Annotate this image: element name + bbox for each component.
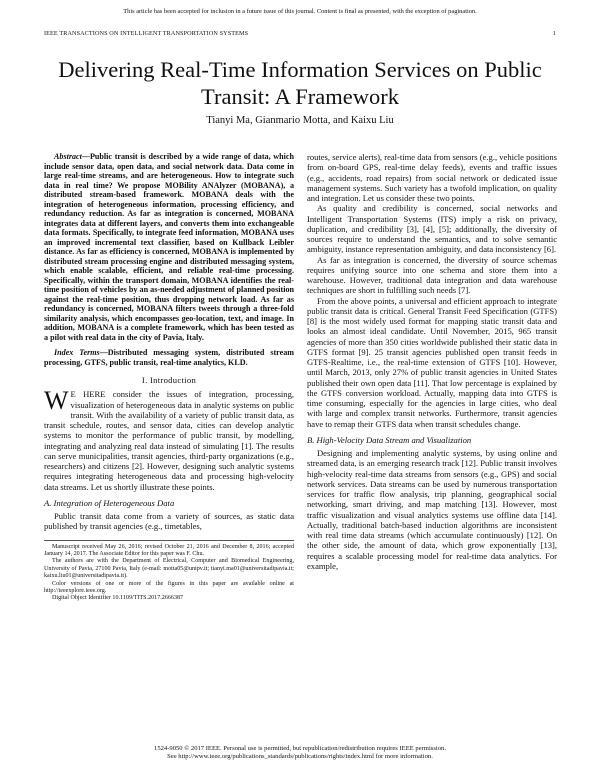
drop-cap: W [44, 386, 69, 416]
subsection-a-paragraph: Public transit data come from a variety of sources, as static data published by transit agencies (e.g., timetables, [44, 511, 294, 532]
index-terms-text: Distributed messaging system, distributed stream processing, GTFS, public transit, real-time analytics, KLD. [44, 348, 294, 367]
index-terms-label: Index Terms [54, 348, 100, 357]
running-head [44, 30, 556, 37]
subsection-heading-b: B. High-Velocity Data Stream and Visualization [307, 434, 472, 445]
right-paragraph-3: As far as integration is concerned, the diversity of source schemas requires unifying source into one schema and store them into a warehouse. However, traditional data integration and data warehouse techniques are short in fulfilling such needs [7]. [307, 254, 557, 296]
left-column [44, 152, 294, 603]
footnote-affiliation: The authors are with the Department of Electrical, Computer and Biomedical Engineering, University of Pavia, 27100 Pavia, Italy (e-mail: motta05@unipv.it; tianyi.ma01@universitadipavia.it; kaixu.liu01@universitadipavia.it). [44, 558, 294, 580]
abstract-text: Public transit is described by a wide range of data, which include sensor data, open data, and social network data. Data come in large real-time streams, and are heterogeneous. How to integrate such data in real time? We propose MOBility ANAlyzer (MOBANA), a distributed stream-based framework. MOBANA deals with the integration of heterogeneous information, processing efficiency, and redundancy reduction. As far as integration is concerned, MOBANA integrates data at different layers, and converts them into exchangeable data formats. Specifically, to integrate feed information, MOBANA uses an improved incremental text classifier, based on Kullback Leibler distance. As far as efficiency is concerned, MOBANA is implemented by distributed stream processing engine and distributed messaging system, which enable scalable, efficient, and reliable real-time processing. Specifically, within the transport domain, MOBANA identifies the real-time position of vehicles by an as-needed adjustment of planned position against the real-time position, thus dropping network load. As far as redundancy is concerned, MOBANA filters tweets through a three-fold similarity analysis, which encompasses geo-location, text, and image. In addition, MOBANA is a complete framework, which has been tested as a pilot with real data in the city of Pavia, Italy. [44, 152, 294, 342]
intro-paragraph-text: consider the issues of integration, processing, visualization of heterogeneous data in analytic systems on public transit. With the availability of a variety of public transit data, as transit schedule, routes, and sensor data, cities can develop analytic systems to monitor the performance of public transit, by modelling, integrating and analyzing real data instead of simulating [1]. The results can serve municipalities, transit agencies, third-party organizations (e.g., researchers) and citizens [2]. However, designing such analytic systems requires integrating heterogeneous data and processing high-velocity data streams. Let us shortly illustrate these points. [44, 389, 294, 492]
right-paragraph-1: routes, service alerts), real-time data from sensors (e.g., vehicle positions from on-board GPS, real-time delay feeds), events and traffic issues (e.g., accidents, road repairs) from social network or dedicated issue management systems. Such variety has a twofold implication, on quality and integration. Let us consider these two points. [307, 152, 557, 203]
copyright-footer [0, 745, 600, 761]
acceptance-notice: This article has been accepted for inclusion in a future issue of this journal. Content is final as presented, with the exception of pagination. [123, 8, 477, 15]
footnote-manuscript: Manuscript received May 26, 2016; revised October 21, 2016 and December 8, 2016; accepted January 14, 2017. The Associate Editor for this paper was F. Chu. [44, 543, 294, 557]
abstract-dash: — [81, 152, 90, 161]
footnotes [44, 540, 294, 603]
right-paragraph-2: As quality and credibility is concerned, social networks and Intelligent Transportation Systems (ITS) imply a risk on privacy, duplication, and credibility [3], [4], [5]; additionally, the diversity of sources require to understand the semantics, and to solve semantic ambiguity, instance representation ambiguity, and data inconsistency [6]. [307, 203, 557, 255]
copyright-line: 1524-9050 © 2017 IEEE. Personal use is permitted, but republication/redistribution requires IEEE permission. [154, 745, 446, 752]
abstract-label: Abstract [54, 152, 82, 161]
rights-link-line: See http://www.ieee.org/publications_standards/publications/rights/index.html for more information. [167, 753, 433, 760]
footnote-color: Color versions of one or more of the figures in this paper are available online at http://ieeexplore.ieee.org. [44, 580, 294, 594]
journal-name: IEEE TRANSACTIONS ON INTELLIGENT TRANSPORTATION SYSTEMS [44, 30, 249, 37]
paper-title: Delivering Real-Time Information Services on Public Transit: A Framework [58, 57, 542, 109]
section-heading-introduction: I. Introduction [141, 375, 197, 385]
index-terms-dash: — [99, 348, 108, 357]
right-paragraph-4: From the above points, a universal and efficient approach to integrate public transit data is critical. General Transit Feed Specification (GTFS) [8] is the most widely used format for mapping static transit data and looks an almost ideal candidate. Until November, 2015, 965 transit agencies of more than 350 cities worldwide published their static data in GTFS format [9]. 25 transit agencies published open transit feeds in GTFS-Realtime, i.e., the real-time extension of GTFS [10]. However, until March, 2013, only 27% of public transit agencies in United States published their own open data [11]. That low percentage is explained by the GTFS conversion workload. Actually, mapping data into GTFS is time consuming, especially for the agencies in large cities, who deal with large and complex transit networks. Furthermore, transit agencies have to remap their GTFS data when transit schedules change. [307, 295, 557, 429]
right-column [307, 152, 557, 571]
subsection-heading-a: A. Integration of Heterogeneous Data [44, 497, 175, 508]
author-list: Tianyi Ma, Gianmario Motta, and Kaixu Liu [206, 115, 394, 126]
right-paragraph-5: Designing and implementing analytic systems, by using online and streamed data, is an emerging research track [12]. Public transit involves high-velocity real-time data streams from sensors (e.g., GPS) and social network services. Data streams can be used by numerous transportation services for traffic flow analysis, trip planning, geographical social networking, smart driving, and map matching [13]. However, most traffic visualization and visual analytics systems use offline data [14]. Actually, traditional batch-based induction algorithms are inconsistent with real time data streams (which accumulate continuously) [12]. On the other side, the amount of data, which grow exponentially [13], requires a scalable processing model for real-time data analytics. For example, [307, 448, 557, 571]
index-terms [44, 348, 294, 367]
intro-paragraph [44, 386, 294, 492]
footnote-doi: Digital Object Identifier 10.1109/TITS.2017.2666387 [52, 595, 184, 602]
intro-lead-words: E HERE [70, 389, 106, 400]
page-number: 1 [552, 30, 556, 37]
abstract [44, 152, 294, 342]
